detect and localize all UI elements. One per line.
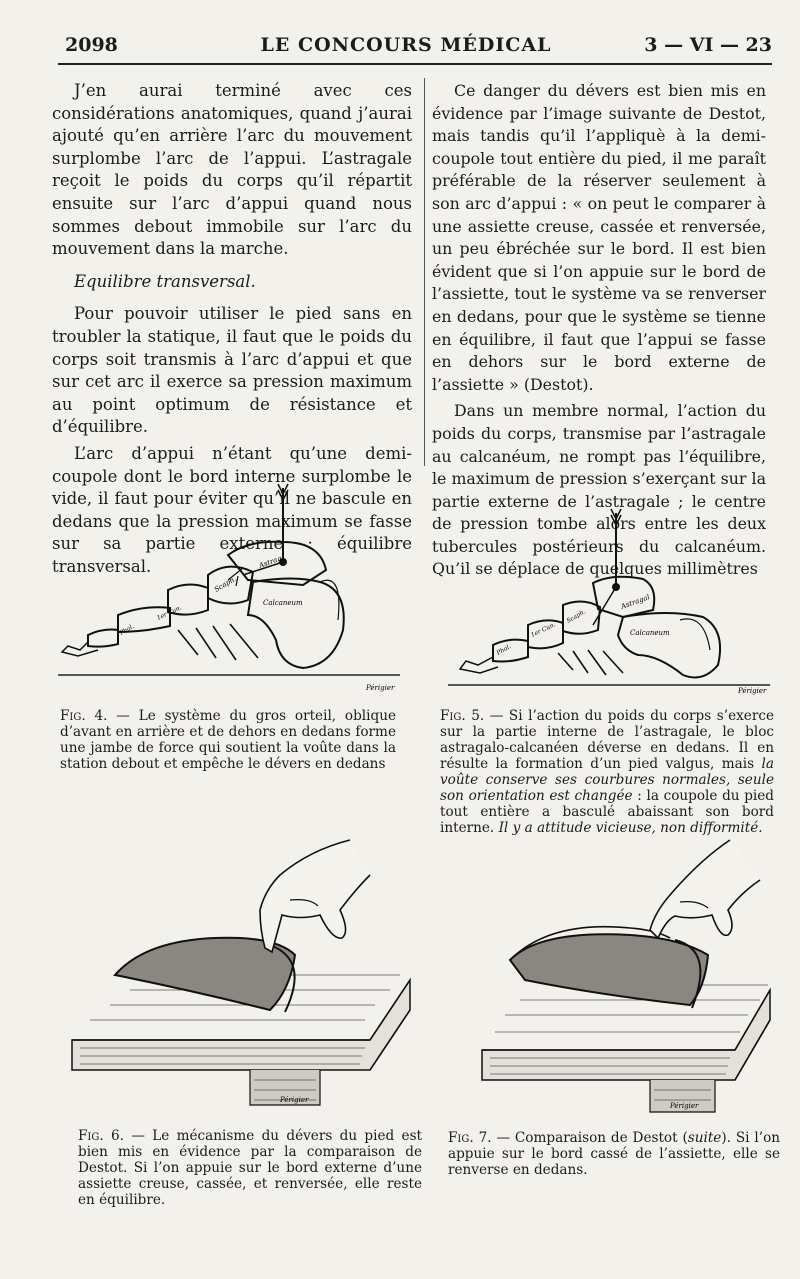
label-cuneiforme: 1er Cun. — [155, 604, 183, 622]
figure-6-caption — [78, 1128, 422, 1208]
running-header — [40, 30, 772, 66]
column-divider — [424, 78, 425, 466]
caption-italic: suite — [687, 1130, 722, 1146]
caption-text: — Le mécanisme du dévers du pied est bien mis en évidence par la comparaison de Destot. Si l’on appuie sur le bord externe d’une assiette creuse, cassée, et renversée, elle reste en équilibre. — [78, 1128, 423, 1208]
caption-text: : la coupole du pied tout entière a basculé abaissant son bord interne. — [440, 788, 774, 836]
header-rule — [58, 63, 772, 65]
caption-text: — Le système du gros orteil, oblique d’avant en arrière et de dehors en dedans forme une jambe de force qui soutient la voûte dans la station debout et empêche le dévers en dedans — [60, 708, 396, 772]
signature: Périgier — [366, 684, 395, 692]
caption-text: — Si l’action du poids du corps s’exerce sur la partie interne de l’astragale, le bloc astragalo-calcanéen déverse en dedans. Il en résulte la formation d’un pied valgus, mais — [440, 708, 774, 772]
figure-5-caption — [440, 708, 774, 836]
figure-7-caption — [448, 1130, 780, 1178]
label-astragale: Astragal — [619, 593, 651, 611]
figure-label: Fig. 5. — [440, 708, 485, 724]
label-scaphoide: Scaph. — [565, 608, 587, 625]
label-cuneiforme: 1er Cun. — [529, 621, 557, 639]
issue-date: 3 — VI — 23 — [644, 34, 772, 56]
caption-text: — Comparaison de Destot ( — [496, 1130, 688, 1146]
paragraph: L’arc d’appui n’étant qu’une demi-coupole dont le bord interne surplombe le vide, il faut pour éviter qu’il ne bascule en dedans que la pression maximum se fasse sur sa partie externe : équilibre transversal. — [52, 443, 412, 576]
signature: Périgier — [670, 1102, 699, 1110]
paragraph: Dans un membre normal, l’action du poids du corps, transmise par l’astragale au calcanéum, ne rompt pas l’équilibre, le maximum de pression s’exerçant sur la partie externe de l’astragale ; le centre de pression tombe alors entre les deux tubercules postérieurs du calcanéum. Qu’il se déplace de quelques millimètres — [432, 401, 766, 579]
signature: Périgier — [738, 687, 767, 695]
paragraph: Ce danger du dévers est bien mis en évidence par l’image suivante de Destot, mais tandis qu’il l’appliquè à la demi-coupole tout entière du pied, il me paraît préférable de la réserver seulement à son arc d’appui : « on peut le comparer à une assiette creuse, cassée et renversée, un peu ébréchée sur le bord. Il est bien évident que si l’on appuie sur le bord de l’assiette, tout le système va se renverser en dedans, pour que le système se tienne en équilibre, il faut que l’appui se fasse en dehors sur le bord externe de l’assiette » (Destot). — [432, 81, 766, 394]
figure-5-foot-skeleton — [448, 505, 770, 695]
figure-label: Fig. 7. — [448, 1130, 492, 1146]
label-astragale: Astrag. — [257, 553, 285, 570]
signature: Périgier — [280, 1096, 309, 1104]
page-number: 2098 — [65, 34, 118, 56]
label-phalange: Phal. — [118, 623, 136, 637]
figure-7-plate-illustration — [480, 820, 780, 1120]
label-calcaneum: Calcaneum — [630, 629, 670, 637]
paragraph: Pour pouvoir utiliser le pied sans en troubler la statique, il faut que le poids du corps soit transmis à l’arc d’appui et que sur cet arc il exerce sa pression maximum au point optimum de résistance et d’équilibre. — [52, 304, 412, 437]
caption-text: ). Si l’on appuie sur le bord cassé de l’assiette, elle se renverse en dedans. — [448, 1130, 781, 1178]
figure-4-foot-skeleton — [58, 480, 400, 695]
paragraph: J’en aurai terminé avec ces considérations anatomiques, quand j’aurai ajouté qu’en arrière l’arc du mouvement surplombe l’arc de l’appui. L’astragale reçoit le poids du corps qu’il répartit ensuite sur l’arc d’appui quand nous sommes debout immobile sur l’arc du mouvement dans la marche. — [52, 81, 412, 259]
figure-4-caption — [60, 708, 396, 772]
label-calcaneum: Calcaneum — [263, 599, 303, 607]
label-phalange: Phal. — [495, 643, 513, 657]
caption-italic: Il y a attitude vicieuse, non difformité. — [498, 820, 763, 836]
label-scaphoide: Scaph. — [213, 574, 238, 594]
figure-label: Fig. 4. — [60, 708, 108, 724]
section-subheading: Equilibre transversal. — [74, 271, 256, 291]
figure-label: Fig. 6. — [78, 1128, 124, 1144]
caption-italic: la voûte conserve ses courbures normales, seule son orientation est changée — [440, 756, 774, 804]
figure-6-plate-illustration — [70, 820, 420, 1120]
journal-title: LE CONCOURS MÉDICAL — [260, 34, 552, 56]
